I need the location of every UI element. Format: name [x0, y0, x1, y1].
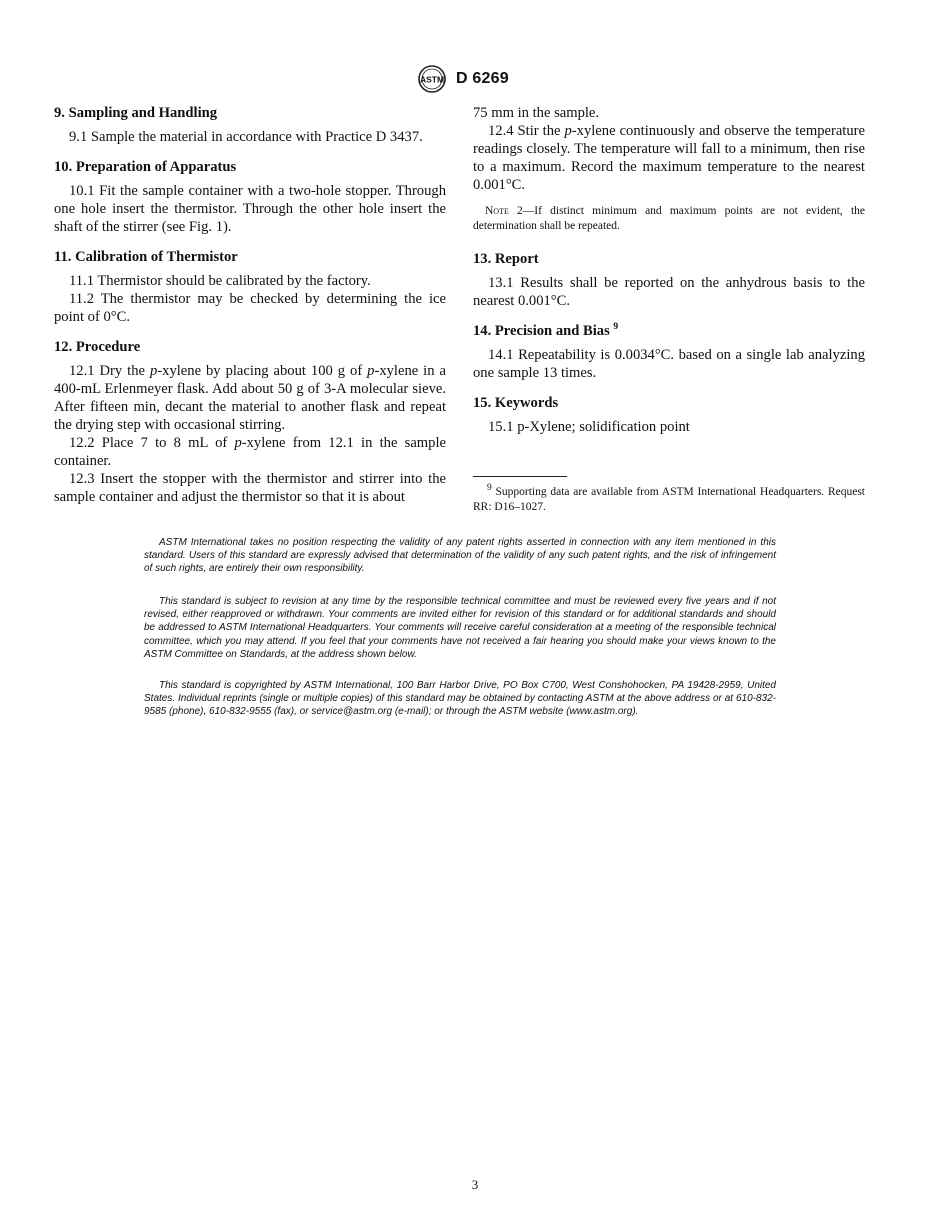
note-2: Note 2—If distinct minimum and maximum points are not evident, the determination shall be repeated. [473, 205, 865, 232]
section-13-title: 13. Report [473, 251, 539, 267]
paragraph-12-3-continued: 75 mm in the sample. [473, 105, 600, 121]
legal-copyright-notice: This standard is copyrighted by ASTM International, 100 Barr Harbor Drive, PO Box C700, West Conshohocken, PA 19428-2959, United States. Individual reprints (single or multiple copies) of this standard may be obtained by contacting ASTM at the above address or at 610-832-9585 (phone), 610-832-9555 (fax), or service@astm.org (e-mail); or through the ASTM website (www.astm.org). [144, 680, 776, 718]
paragraph-12-2: 12.2 Place 7 to 8 mL of p-xylene from 12.1 in the sample container. [54, 435, 446, 469]
footnote-9: $^9$ Supporting data are available from ASTM International Headquarters. Request RR: D16–1027. [473, 483, 865, 513]
section-11-title: 11. Calibration of Thermistor [54, 249, 238, 265]
footnote-divider [473, 476, 567, 477]
document-designation: D 6269 [456, 70, 509, 87]
paragraph-11-1: 11.1 Thermistor should be calibrated by the factory. [69, 273, 371, 289]
section-11 [54, 248, 446, 326]
paragraph-15-1: 15.1 p-Xylene; solidification point [488, 419, 690, 435]
section-10-title: 10. Preparation of Apparatus [54, 159, 237, 175]
right-column [473, 104, 865, 448]
paragraph-14-1: 14.1 Repeatability is 0.0034°C. based on a single lab analyzing one sample 13 times. [473, 347, 865, 381]
section-9 [54, 104, 446, 146]
section-10 [54, 158, 446, 236]
paragraph-9-1: 9.1 Sample the material in accordance with Practice D 3437. [69, 129, 423, 145]
section-12 [54, 338, 446, 506]
page-header [0, 64, 950, 94]
section-15 [473, 394, 865, 436]
astm-logo-icon [412, 64, 452, 94]
section-14 [473, 322, 865, 382]
paragraph-12-1: 12.1 Dry the p-xylene by placing about 100 g of p-xylene in a 400-mL Erlenmeyer flask. Add about 50 g of 3-A molecular sieve. After fifteen min, decant the material to another flask and repeat the drying step with occasional stirring. [54, 363, 446, 433]
legal-patent-notice: ASTM International takes no position respecting the validity of any patent rights asserted in connection with any item mentioned in this standard. Users of this standard are expressly advised that determination of the validity of any such patent rights, and the risk of infringement of such rights, are entirely their own responsibility. [144, 537, 776, 575]
section-15-title: 15. Keywords [473, 395, 559, 411]
section-9-title: 9. Sampling and Handling [54, 105, 218, 121]
paragraph-12-4: 12.4 Stir the p-xylene continuously and observe the temperature readings closely. The temperature will fall to a minimum, then rise to a maximum. Record the maximum temperature to the nearest 0.001°C. [473, 123, 865, 193]
paragraph-11-2: 11.2 The thermistor may be checked by determining the ice point of 0°C. [54, 291, 446, 325]
page-number: 3 [471, 1177, 479, 1192]
section-14-title: 14. Precision and Bias $^9$ [473, 322, 619, 339]
left-column [54, 104, 446, 518]
paragraph-12-3: 12.3 Insert the stopper with the thermistor and stirrer into the sample container and adjust the thermistor so that it is about [54, 471, 446, 505]
svg-text:ASTM: ASTM [419, 74, 445, 85]
legal-revision-notice: This standard is subject to revision at any time by the responsible technical committee and must be reviewed every five years and if not revised, either reapproved or withdrawn. Your comments are invited either for revision of this standard or for additional standards and should be addressed to ASTM International Headquarters. Your comments will receive careful consideration at a meeting of the responsible technical committee, which you may attend. If you feel that your comments have not received a fair hearing you should make your views known to the ASTM Committee on Standards, at the address shown below. [144, 596, 776, 660]
paragraph-10-1: 10.1 Fit the sample container with a two-hole stopper. Through one hole insert the thermistor. Through the other hole insert the shaft of the stirrer (see Fig. 1). [54, 183, 446, 235]
section-13 [473, 250, 865, 310]
section-12-title: 12. Procedure [54, 339, 141, 355]
paragraph-13-1: 13.1 Results shall be reported on the anhydrous basis to the nearest 0.001°C. [473, 275, 865, 309]
